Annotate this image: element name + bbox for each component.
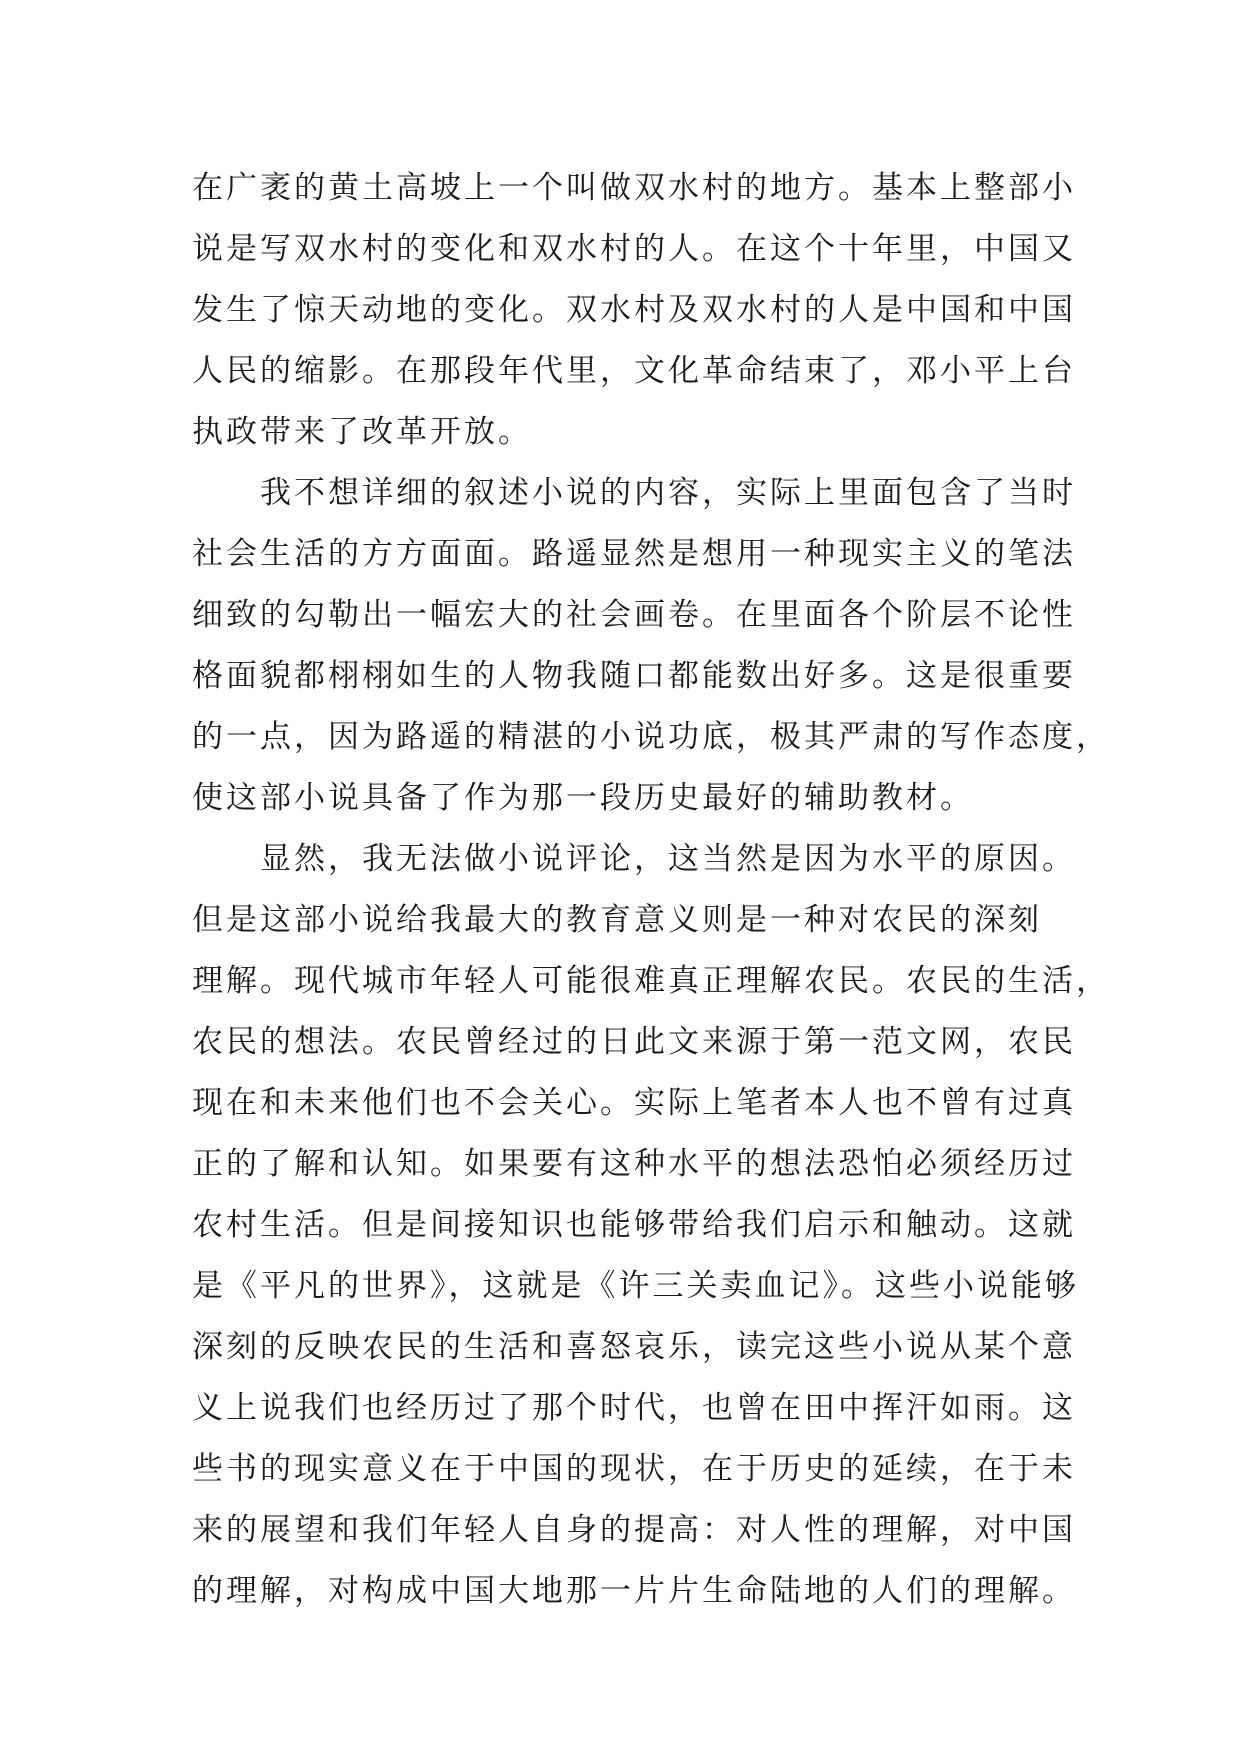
text-line: 人民的缩影。在那段年代里，文化革命结束了，邓小平上台 (192, 353, 1076, 389)
paragraph-2 (192, 463, 1110, 829)
text-line: 但是这部小说给我最大的教育意义则是一种对农民的深刻 (192, 902, 1042, 938)
text-line: 来的展望和我们年轻人自身的提高：对人性的理解，对中国 (192, 1512, 1076, 1548)
paragraph-3 (192, 829, 1110, 1622)
text-line: 理解。现代城市年轻人可能很难真正理解农民。农民的生活， (192, 963, 1110, 999)
text-line: 些书的现实意义在于中国的现状，在于历史的延续，在于未 (192, 1451, 1076, 1487)
text-line: 正的了解和认知。如果要有这种水平的想法恐怕必须经历过 (192, 1146, 1076, 1182)
text-line: 在广袤的黄土高坡上一个叫做双水村的地方。基本上整部小 (192, 170, 1076, 206)
paragraph-1 (192, 158, 1076, 463)
body-text (192, 158, 1110, 1622)
text-line: 细致的勾勒出一幅宏大的社会画卷。在里面各个阶层不论性 (192, 597, 1076, 633)
text-line: 的理解，对构成中国大地那一片片生命陆地的人们的理解。 (192, 1573, 1076, 1609)
text-line: 农民的想法。农民曾经过的日此文来源于第一范文网，农民 (192, 1024, 1076, 1060)
text-line: 深刻的反映农民的生活和喜怒哀乐，读完这些小说从某个意 (192, 1329, 1076, 1365)
text-line: 执政带来了改革开放。 (192, 414, 532, 450)
text-line: 农村生活。但是间接知识也能够带给我们启示和触动。这就 (192, 1207, 1076, 1243)
text-line: 社会生活的方方面面。路遥显然是想用一种现实主义的笔法 (192, 536, 1076, 572)
text-line: 现在和未来他们也不会关心。实际上笔者本人也不曾有过真 (192, 1085, 1076, 1121)
text-line: 显然，我无法做小说评论，这当然是因为水平的原因。 (260, 841, 1076, 877)
text-line: 格面貌都栩栩如生的人物我随口都能数出好多。这是很重要 (192, 658, 1076, 694)
text-line: 使这部小说具备了作为那一段历史最好的辅助教材。 (192, 780, 974, 816)
text-line: 是《平凡的世界》，这就是《许三关卖血记》。这些小说能够 (192, 1268, 1079, 1304)
text-line: 说是写双水村的变化和双水村的人。在这个十年里，中国又 (192, 231, 1076, 267)
text-line: 义上说我们也经历过了那个时代，也曾在田中挥汗如雨。这 (192, 1390, 1076, 1426)
text-line: 我不想详细的叙述小说的内容，实际上里面包含了当时 (260, 475, 1076, 511)
text-line: 的一点，因为路遥的精湛的小说功底，极其严肃的写作态度， (192, 719, 1110, 755)
text-line: 发生了惊天动地的变化。双水村及双水村的人是中国和中国 (192, 292, 1076, 328)
